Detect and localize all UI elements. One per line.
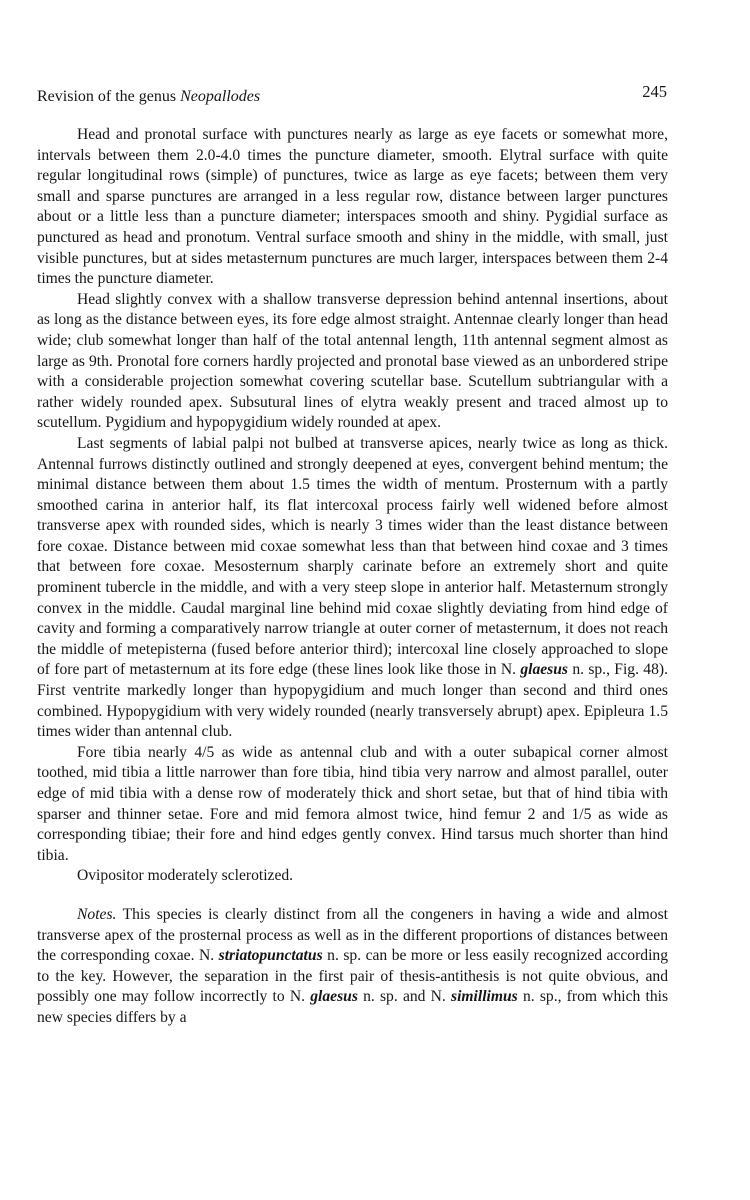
paragraph-ventral-structures <box>37 434 668 743</box>
paragraph-ventral-text-a: Last segments of labial palpi not bulbed at transverse apices, nearly twice as long as thick. Antennal furrows distinctly outlined and strongly deepened at eyes, convergent behind mentum; the minimal distance between them about 1.5 times the width of mentum. Prosternum with a partly smoothed carina in anterior half, its flat intercoxal process fairly well widened before almost transverse apex with rounded sides, which is nearly 3 times wider than the least distance between fore coxae. Distance between mid coxae somewhat less than that between hind coxae and 3 times that between fore coxae. Mesosternum sharply carinate before an extremely short and quite prominent tubercle in the middle, and with a very steep slope in anterior half. Metasternum strongly convex in the middle. Caudal marginal line behind mid coxae slightly deviating from hind edge of cavity and forming a comparatively narrow triangle at outer corner of metasternum, it does not reach the middle of metepisterna (fused before anterior third); intercoxal line closely approached to slope of fore part of metasternum at its fore edge (these lines look like those in N. <box>37 434 668 679</box>
paragraph-punctation: Head and pronotal surface with punctures nearly as large as eye facets or somewhat more, intervals between them 2.0-4.0 times the puncture diameter, smooth. Elytral surface with quite regular longitudinal rows (simple) of punctures, twice as large as eye facets; between them very small and sparse punctures are arranged in a less regular row, distance between larger punctures about or a little less than a puncture diameter; interspaces smooth and shiny. Pygidial surface as punctured as head and pronotum. Ventral surface smooth and shiny in the middle, with small, just visible punctures, but at sides metasternum punctures are much larger, interspaces between them 2-4 times the puncture diameter. <box>37 126 668 288</box>
species-name-glaesus-notes: glaesus <box>310 988 358 1006</box>
paragraph-ventral-text-b: n. sp., Fig. 48). First ventrite markedly longer than hypopygidium and much longer than second and third ones combined. Hypopygidium with very widely rounded (nearly transversely abrupt) apex. Epipleura 1.5 times wider than antennal club. <box>37 661 668 741</box>
species-name-striatopunctatus: striatopunctatus <box>218 947 323 965</box>
paragraph-ovipositor: Ovipositor moderately sclerotized. <box>77 867 294 885</box>
notes-text-a: This species is clearly distinct from all the congeners in having a wide and almost transverse apex of the prosternal process as well as in the different proportions of distances between the corresponding coxae. N. <box>37 905 668 965</box>
running-title-prefix: Revision of the genus <box>37 88 177 105</box>
running-title <box>37 86 260 108</box>
article-body <box>37 125 668 1029</box>
paragraph-head-antennae: Head slightly convex with a shallow transverse depression behind antennal insertions, about as long as the distance between eyes, its fore edge almost straight. Antennae clearly longer than head wide; club somewhat longer than half of the total antennal length, 11th antennal segment almost as large as 9th. Pronotal fore corners hardly projected and pronotal base viewed as an unbordered stripe with a considerable projection somewhat covering scutellar base. Scutellum subtriangular with a rather widely rounded apex. Subsutural lines of elytra weakly present and traced almost up to scutellum. Pygidium and hypopygidium widely rounded at apex. <box>37 290 668 432</box>
notes-text-d: n. sp., from which this new species differs by a <box>37 988 669 1026</box>
paragraph-notes <box>37 905 668 1029</box>
paragraph-legs: Fore tibia nearly 4/5 as wide as antennal club and with a outer subapical corner almost toothed, mid tibia a little narrower than fore tibia, hind tibia very narrow and almost parallel, outer edge of mid tibia with a dense row of moderately thick and short setae, but that of hind tibia with sparser and thinner setae. Fore and mid femora almost twice, hind femur 2 and 1/5 as wide as corresponding tibiae; their fore and hind edges gently convex. Hind tarsus much shorter than hind tibia. <box>37 743 668 864</box>
notes-label: Notes. <box>77 905 117 923</box>
species-name-simillimus: simillimus <box>451 988 518 1006</box>
running-head <box>37 82 667 108</box>
notes-text-b: n. sp. can be more or less easily recognized according to the key. However, the separation in the first pair of thesis-antithesis is not quite obvious, and possibly one may follow incorrectly to N. <box>37 947 669 1006</box>
notes-text-c: n. sp. and N. <box>363 988 446 1006</box>
page-number: 245 <box>642 82 667 101</box>
species-name-glaesus: glaesus <box>520 661 568 679</box>
running-title-genus: Neopallodes <box>180 88 261 105</box>
